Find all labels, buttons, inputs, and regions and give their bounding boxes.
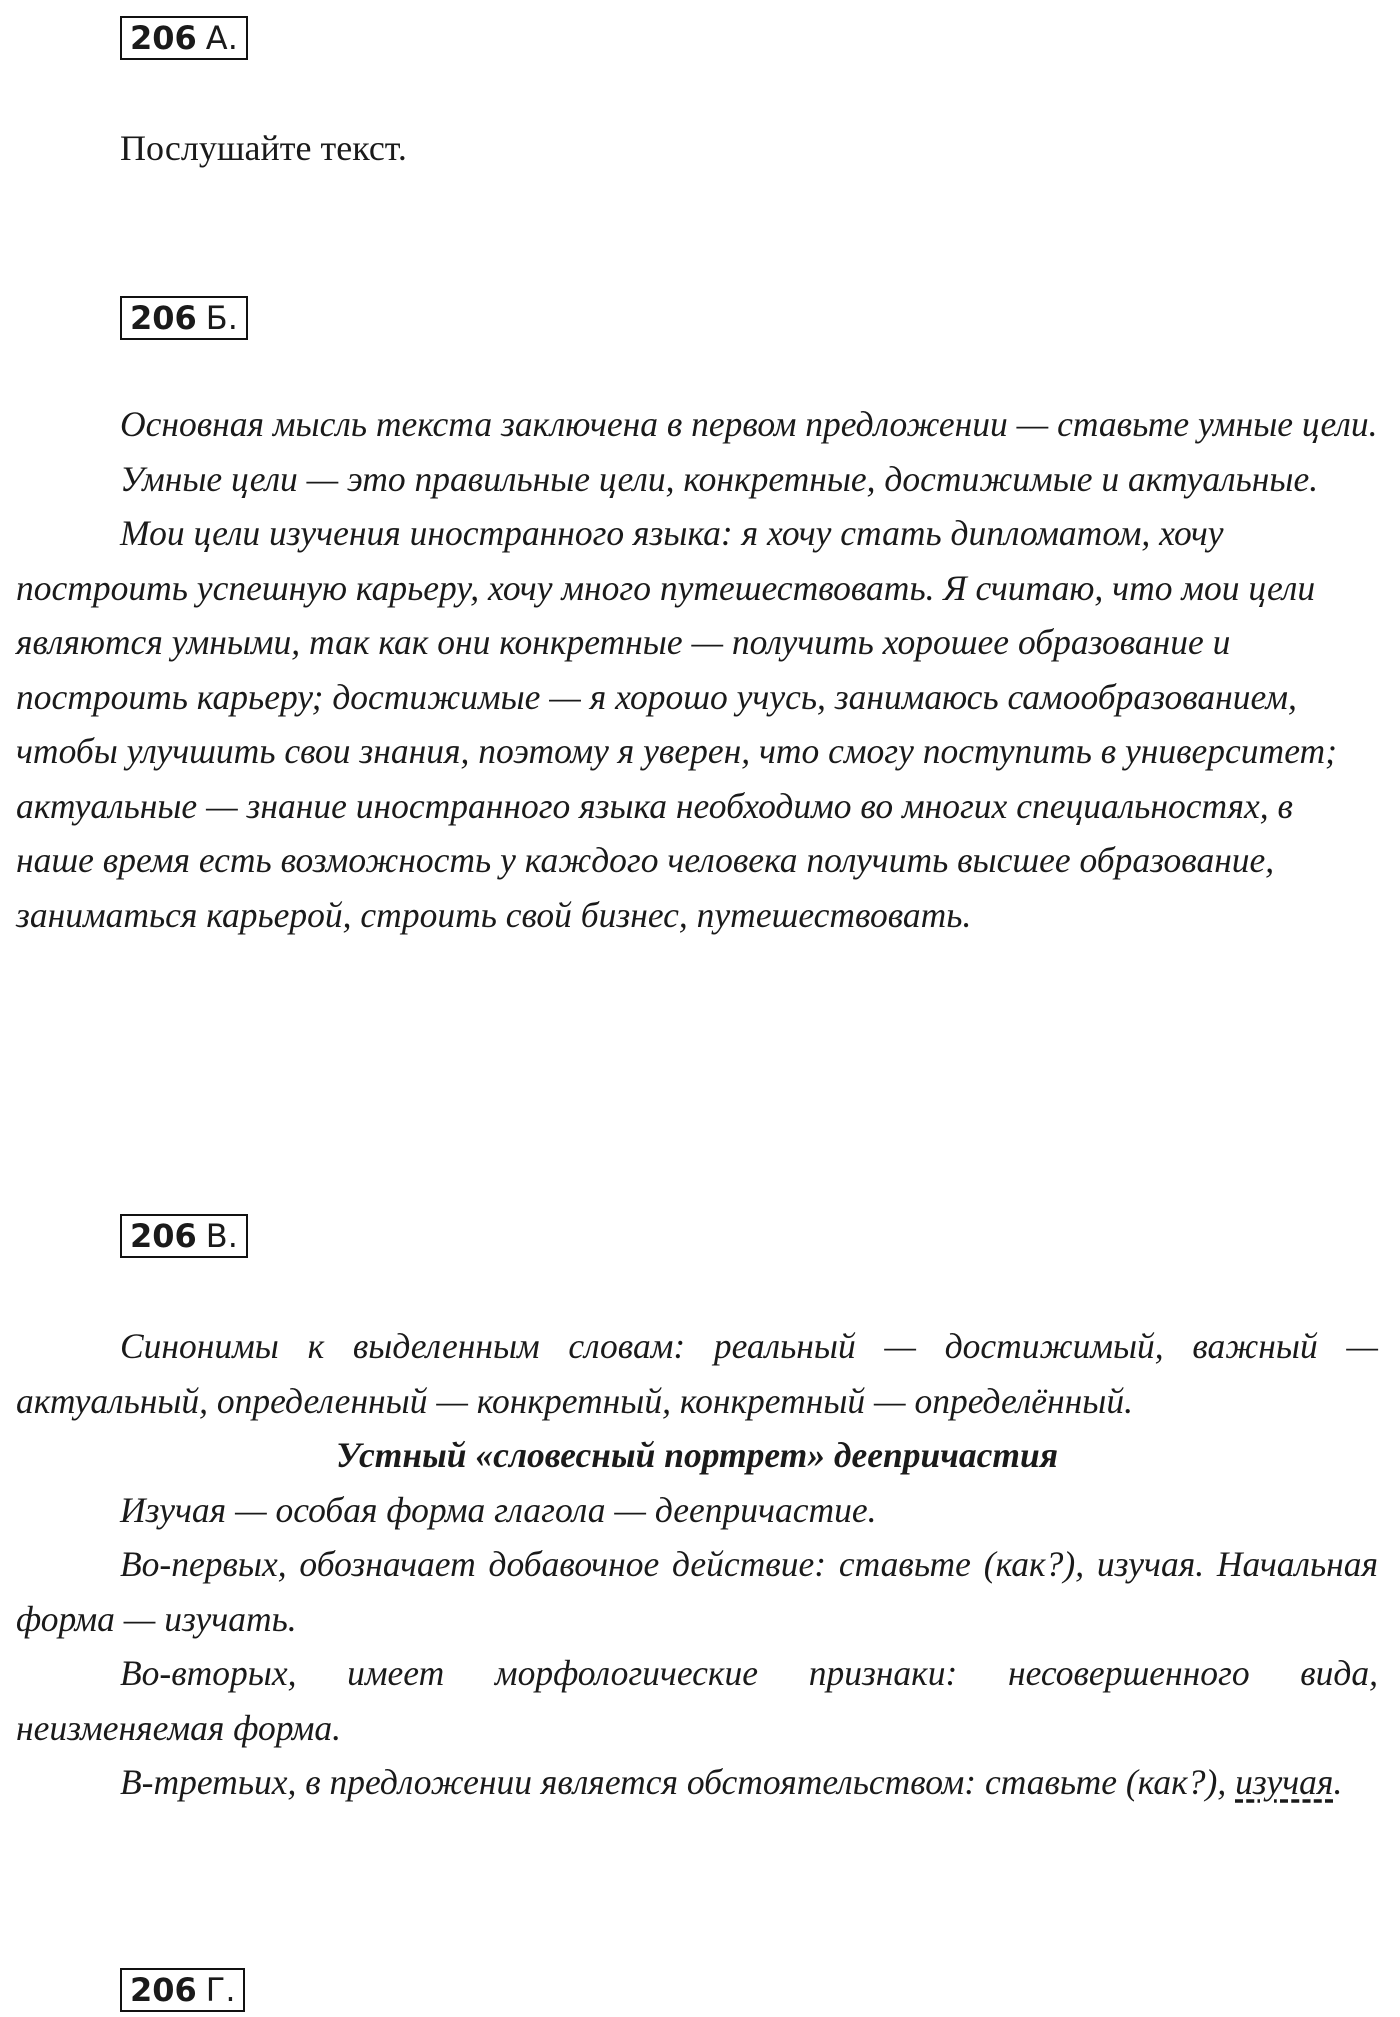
- exercise-number-b: [120, 296, 248, 340]
- exercise-letter: А.: [205, 19, 238, 57]
- paragraph: Мои цели изучения иностранного языка: я хочу стать дипломатом, хочу построить успешную карьеру, хочу много путешествовать. Я считаю, что мои цели являются умными, так как они конкретные — получить хорошее образование и построить карьеру; достижимые — я хорошо учусь, занимаюсь самообразованием, чтобы улучшить свои знания, поэтому я уверен, что смогу поступить в университет; актуальные — знание иностранного языка необходимо во многих специальностях, в наше время есть возможность у каждого человека получить высшее образование, заниматься карьерой, строить свой бизнес, путешествовать.: [16, 513, 1337, 935]
- text-run: В-третьих, в предложении является обстоятельством: ставьте (как?),: [120, 1762, 1236, 1802]
- exercise-number-g: [120, 1968, 245, 2012]
- exercise-number: 206: [130, 299, 197, 337]
- exercise-number: 206: [130, 1217, 197, 1255]
- text-run: .: [1333, 1762, 1343, 1802]
- section-heading: Устный «словесный портрет» деепричастия: [335, 1435, 1059, 1475]
- exercise-b-answer: [16, 397, 1378, 942]
- exercise-number: 206: [130, 1971, 197, 2009]
- exercise-v-answer: [16, 1319, 1378, 1810]
- exercise-a-text: Послушайте текст.: [120, 128, 407, 168]
- exercise-number-v: [120, 1214, 248, 1258]
- exercise-letter: В.: [205, 1217, 238, 1255]
- paragraph: Изучая — особая форма глагола — деепричастие.: [120, 1489, 877, 1530]
- paragraph: Умные цели — это правильные цели, конкретные, достижимые и актуальные.: [120, 458, 1319, 499]
- paragraph: Во-первых, обозначает добавочное действие: ставьте (как?), изучая. Начальная форма — изучать.: [16, 1544, 1378, 1639]
- paragraph: Основная мысль текста заключена в первом предложении — ставьте умные цели.: [120, 404, 1378, 444]
- paragraph: Во-вторых, имеет морфологические признаки: несовершенного вида, неизменяемая форма.: [16, 1653, 1378, 1748]
- underlined-word: изучая: [1235, 1762, 1334, 1802]
- paragraph: Синонимы к выделенным словам: реальный — достижимый, важный — актуальный, определенный — конкретный, конкретный — определённый.: [16, 1326, 1378, 1421]
- exercise-number-a: [120, 16, 248, 60]
- exercise-letter: Г.: [205, 1971, 236, 2009]
- exercise-letter: Б.: [205, 299, 238, 337]
- exercise-number: 206: [130, 19, 197, 57]
- paragraph: [16, 1755, 1378, 1810]
